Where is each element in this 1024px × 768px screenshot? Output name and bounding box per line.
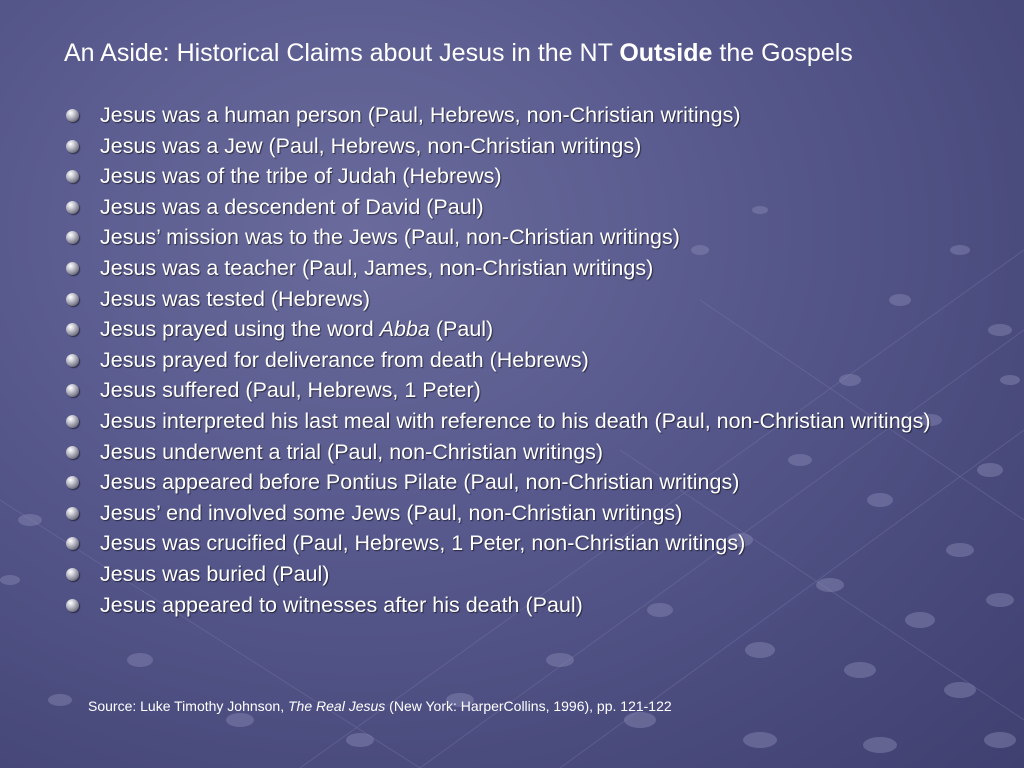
list-item: Jesus was a human person (Paul, Hebrews, non-Christian writings) — [66, 104, 966, 127]
list-item: Jesus was buried (Paul) — [66, 563, 966, 586]
list-item: Jesus was a teacher (Paul, James, non-Christian writings) — [66, 257, 966, 280]
bullet-sphere-icon — [66, 354, 79, 367]
bullet-sphere-icon — [66, 476, 79, 489]
bullet-sphere-icon — [66, 201, 79, 214]
list-item: Jesus underwent a trial (Paul, non-Christian writings) — [66, 441, 966, 464]
bullet-sphere-icon — [66, 140, 79, 153]
list-item: Jesus appeared to witnesses after his death (Paul) — [66, 594, 966, 617]
bullet-sphere-icon — [66, 384, 79, 397]
bullet-sphere-icon — [66, 568, 79, 581]
list-item: Jesus was of the tribe of Judah (Hebrews) — [66, 165, 966, 188]
bullet-sphere-icon — [66, 537, 79, 550]
list-item: Jesus interpreted his last meal with reference to his death (Paul, non-Christian writings) — [66, 410, 966, 433]
list-item: Jesus was a descendent of David (Paul) — [66, 196, 966, 219]
bullet-sphere-icon — [66, 446, 79, 459]
list-item: Jesus’ mission was to the Jews (Paul, non-Christian writings) — [66, 226, 966, 249]
title-suffix: the Gospels — [712, 39, 853, 67]
bullet-sphere-icon — [66, 599, 79, 612]
list-item: Jesus was tested (Hebrews) — [66, 288, 966, 311]
list-item: Jesus prayed for deliverance from death (Hebrews) — [66, 349, 966, 372]
list-item: Jesus was crucified (Paul, Hebrews, 1 Peter, non-Christian writings) — [66, 532, 966, 555]
bullet-sphere-icon — [66, 415, 79, 428]
bullet-sphere-icon — [66, 231, 79, 244]
list-item: Jesus was a Jew (Paul, Hebrews, non-Christian writings) — [66, 135, 966, 158]
bullet-sphere-icon — [66, 109, 79, 122]
list-item: Jesus’ end involved some Jews (Paul, non-Christian writings) — [66, 502, 966, 525]
list-item: Jesus prayed using the word Abba (Paul) — [66, 318, 966, 341]
book-title: The Real Jesus — [288, 698, 386, 714]
list-item: Jesus appeared before Pontius Pilate (Paul, non-Christian writings) — [66, 471, 966, 494]
claims-list — [66, 104, 966, 624]
title-prefix: An Aside: Historical Claims about Jesus in the NT — [64, 39, 620, 67]
bullet-sphere-icon — [66, 293, 79, 306]
title-emphasis: Outside — [619, 39, 713, 67]
abba-term: Abba — [379, 317, 430, 342]
list-item: Jesus suffered (Paul, Hebrews, 1 Peter) — [66, 379, 966, 402]
bullet-sphere-icon — [66, 507, 79, 520]
bullet-sphere-icon — [66, 170, 79, 183]
source-citation: Source: Luke Timothy Johnson, The Real Jesus (New York: HarperCollins, 1996), pp. 121-122 — [88, 698, 672, 714]
slide-title — [64, 36, 1004, 70]
bullet-sphere-icon — [66, 323, 79, 336]
bullet-sphere-icon — [66, 262, 79, 275]
